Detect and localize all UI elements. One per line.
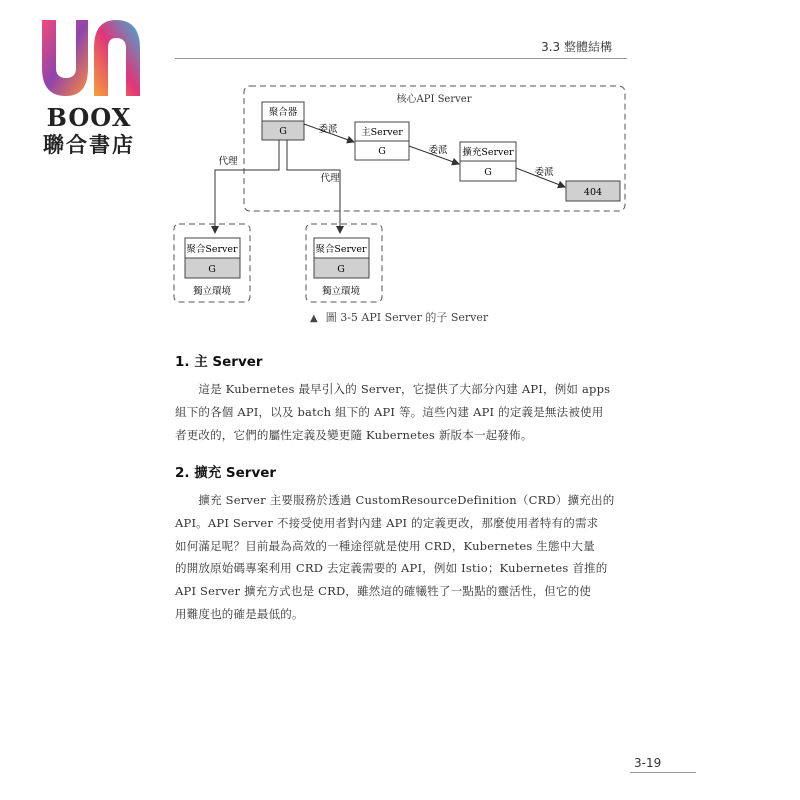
section-1-paragraph [175,378,627,446]
aggregator-box [262,102,304,140]
section-2-line: 用難度也的確是最低的。 [175,606,304,621]
proxy-line-2 [287,140,340,233]
extension-server-g: G [484,167,492,178]
running-header: 3.3 整體結構 [541,40,612,54]
aggregator-g: G [279,126,287,137]
independent-env-2-label: 獨立環境 [321,286,361,297]
delegate-label-1: 委派 [318,124,338,135]
aggregated-server-1-g: G [208,264,216,275]
footer-rule [630,772,696,773]
header-rule [175,58,627,59]
aggregator-label: 聚合器 [268,107,298,118]
section-2-line: 擴充 Server 主要服務於透過 CustomResourceDefinition（CRD）擴充出的 [175,493,615,507]
main-server-g: G [378,146,386,157]
api-server-diagram [160,80,640,310]
delegate-label-2: 委派 [428,145,448,156]
caption-marker-icon: ▲ [310,313,318,324]
section-1-title: 1. 主 Server [175,354,263,370]
unboox-logo [36,18,146,158]
page-number: 3-19 [634,756,662,770]
independent-env-1-label: 獨立環境 [192,286,232,297]
section-2-line: API Server 擴充方式也是 CRD，雖然這的確犧牲了一點點的靈活性，但它的使 [175,584,592,599]
aggregated-server-2-g: G [337,264,345,275]
proxy-label-1: 代理 [218,156,238,167]
core-api-server-label: 核心API Server [396,94,472,105]
section-1-line: 組下的各個 API，以及 batch 組下的 API 等。這些內建 API 的定義是無法被使用 [175,404,604,419]
section-2-line: 的開放原始碼專案利用 CRD 去定義需要的 API，例如 Istio；Kubernetes 首推的 [175,561,608,576]
logo-store-name: 聯合書店 [43,132,135,157]
section-1-line: 者更改的，它們的屬性定義及變更隨 Kubernetes 新版本一起發佈。 [175,427,533,442]
section-2-paragraph [175,489,627,626]
aggregated-server-1-box [185,238,240,278]
notfound-label: 404 [583,187,603,198]
extension-server-label: 擴充Server [462,147,514,158]
caption-text: 圖 3-5 API Server 的子 Server [325,311,489,324]
extension-server-box [460,142,516,181]
main-server-box [355,122,409,160]
logo-brand-text: BOOX [46,103,132,132]
figure-caption [310,309,488,325]
proxy-line-1 [215,140,279,233]
section-2-line: API。API Server 不接受使用者對內建 API 的定義更改，那麼使用者特有的需求 [175,515,599,530]
section-2-line: 如何滿足呢？目前最為高效的一種途徑就是使用 CRD，Kubernetes 生態中大量 [175,538,595,553]
aggregated-server-2-label: 聚合Server [315,244,367,255]
main-server-label: 主Server [361,127,403,138]
logo-u-mark [42,20,88,96]
notfound-box [566,181,620,201]
proxy-label-2: 代理 [320,173,340,184]
logo-n-mark [94,20,140,96]
aggregated-server-2-box [314,238,369,278]
delegate-label-3: 委派 [534,167,554,178]
aggregated-server-1-label: 聚合Server [186,244,238,255]
section-1-line: 這是 Kubernetes 最早引入的 Server，它提供了大部分內建 API，例如 apps [175,382,611,396]
section-2-title: 2. 擴充 Server [175,465,277,481]
